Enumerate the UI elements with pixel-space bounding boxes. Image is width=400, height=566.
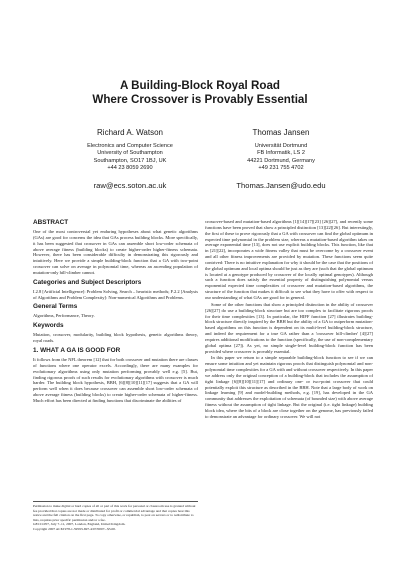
author-block-jansen bbox=[206, 128, 356, 190]
author-phone: +44 23 8059 2690 bbox=[107, 165, 153, 172]
author-name: Richard A. Watson bbox=[97, 128, 163, 137]
author-affiliation-line: 44221 Dortmund, Germany bbox=[247, 157, 315, 164]
keywords-heading: Keywords bbox=[33, 322, 64, 330]
author-email: Thomas.Jansen@udo.edu bbox=[236, 180, 326, 190]
author-affiliation-line: University of Southampton bbox=[97, 150, 163, 157]
copyright-line: Copyright 2007 ACM 978-1-59593-697-4/07/0007...$5.00. bbox=[33, 526, 116, 531]
paper-title-line-1: A Building-Block Royal Road bbox=[120, 79, 280, 92]
author-email: raw@ecs.soton.ac.uk bbox=[93, 180, 167, 190]
section-heading: 1. WHAT A GA IS GOOD FOR bbox=[33, 346, 121, 354]
abstract-heading: ABSTRACT bbox=[33, 219, 69, 226]
left-column bbox=[33, 219, 198, 405]
body-paragraph: crossover-based and mutation-based algorithms [1][14][17][23] [26][27], and recently some functions have been proved that show a principled distinction [13][22][26]. But interestingly, the first of these to prove rigorously that a GA with crossover can find the global optimum in expected time polynomial in the problem size, whereas a mutation-based algorithm takes on average exponential time [13], does not use explicit building blocks. This function, like that in [21][22], incorporates a wide fitness valley that must be overcome by a crossover event and all other fitness improvements are provided by mutation. These functions seem quite contrived: There is no intuitive explanation for why it should be the case that the positions of the global optimum and local optima should be just as they are (such that the global optimum is located at a genotype produced by crossover of the locally optimal genotypes). Although such a function does satisfy the essential property of distinguishing polynomial versus exponential expected time complexities of crossover and mutation-based algorithms, the structure of the function that makes it difficult to see what they have to offer with respect to our understanding of what GAs are good for in general. bbox=[205, 219, 373, 300]
paper-title bbox=[0, 79, 400, 106]
author-affiliation-line: Southampton, SO17 1BJ, UK bbox=[93, 157, 167, 164]
body-paragraph: It follows from the NFL theorem [12] that for both crossover and mutation there are classes of functions where one operator excels. Accordingly, there are many examples for evolutionary algorithms using only mutation performing provably well e.g. [5]. But, finding rigorous proofs of such results for evolutionary algorithms with crossover is much harder. The building block hypothesis, BBH, [6][8][10][11][17] suggests that a GA will perform well when it does because crossover can assemble short low-order schemata of above average fitness (building blocks) to create higher-order schemata of higher-fitness. Much effort has been directed at finding functions that discriminate the abilities of bbox=[33, 356, 198, 403]
author-affiliation-line: Electronics and Computer Science bbox=[87, 143, 173, 149]
author-phone: +49 231 755 4702 bbox=[258, 165, 304, 172]
copyright-footnote bbox=[33, 501, 198, 532]
permission-notice: Permission to make digital or hard copies of all or part of this work for personal or classroom use is granted without fee provided that copies are not made or distributed for profit or commercial advantage and that copies bear this notice and the full citation on the first page. To copy otherwise, or republish, to post on servers or to redistribute to lists, requires prior specific permission and/or a fee. bbox=[33, 504, 196, 522]
general-terms-text: Algorithms, Performance, Theory. bbox=[33, 313, 95, 319]
body-paragraph: In this paper we return to a simple separable building-block function to see if we can ensure some intuition and yet maintain rigorous proofs that distinguish polynomial and non-polynomial time complexities for a GA with and without crossover respectively. In this paper we address only the original conception of a building-block that includes the assumption of tight linkage [6][8][10][11][17] and ordinary one- or two-point crossover that could potentially exploit this structure as described in the BBH. Note that a large body of work on linkage learning [9] and model-building methods, e.g. [19], has developed in the GA community that addresses the exploitation of schemata (of bounded size) with above average fitness without the assumption of tight linkage. But the original (i.e. tight linkage) building block idea, where the bits of a block are close together on the genome, has previously failed to demonstrate an advantage for ordinary crossover. We will not bbox=[205, 355, 373, 419]
author-affiliation-line: FB Informatik, LS 2 bbox=[257, 150, 305, 157]
categories-text: I.2.8 [Artificial Intelligence]: Problem Solving, Search – heuristic methods; F.2.2 [Analysis of Algorithms and Problem Complexity]: Non-numerical Algorithms and Problems. bbox=[33, 288, 198, 300]
body-paragraph: Some of the other functions that show a principled distinction in the ability of crossover [26][27] do use a building-block structure but are too complex to facilitate rigorous proofs for their time complexities [13]. In particular, the HIFF function [27] illustrates building-block structure directly inspired by the BBH but the ability of a GA to outperform mutation-based algorithms on this function is dependent on its multi-level building-block structure, and indeed the requirement for a true GA rather than a 'crossover hill-climber' [4][27] requires additional modifications to the function (specifically, the use of non-complementary global optima [27]). As yet, no simple single-level building-block function has been provided where crossover is provably essential. bbox=[205, 301, 373, 354]
keywords-text: Mutation, crossover, modularity, building block hypothesis, genetic algorithms theory, royal roads. bbox=[33, 332, 198, 344]
paper-title-line-2: Where Crossover is Provably Essential bbox=[92, 92, 308, 106]
abstract-text: One of the most controversial yet enduring hypotheses about what genetic algorithms (GAs) are good for concerns the idea that GAs process building blocks. More specifically, it has been suggested that crossover in GAs can assemble short low-order schemata of above average fitness (building blocks) to create higher-order higher-fitness schemata. However, there has been considerable difficulty in demonstrating this rigorously and intuitively. Here we provide a simple building-block function that a GA with two-point crossover can solve on average in polynomial time, whereas an ascending population of mutation-only hill-climber cannot. bbox=[33, 229, 198, 275]
conference-line: GECCO'07, July 7–11, 2007, London, England, United Kingdom. bbox=[33, 522, 126, 527]
general-terms-heading: General Terms bbox=[33, 303, 78, 311]
author-name: Thomas Jansen bbox=[252, 128, 310, 137]
author-affiliation-line: Universität Dortmund bbox=[254, 143, 308, 149]
right-column bbox=[205, 219, 373, 421]
categories-heading: Categories and Subject Descriptors bbox=[33, 278, 142, 286]
author-block-watson bbox=[55, 128, 205, 190]
